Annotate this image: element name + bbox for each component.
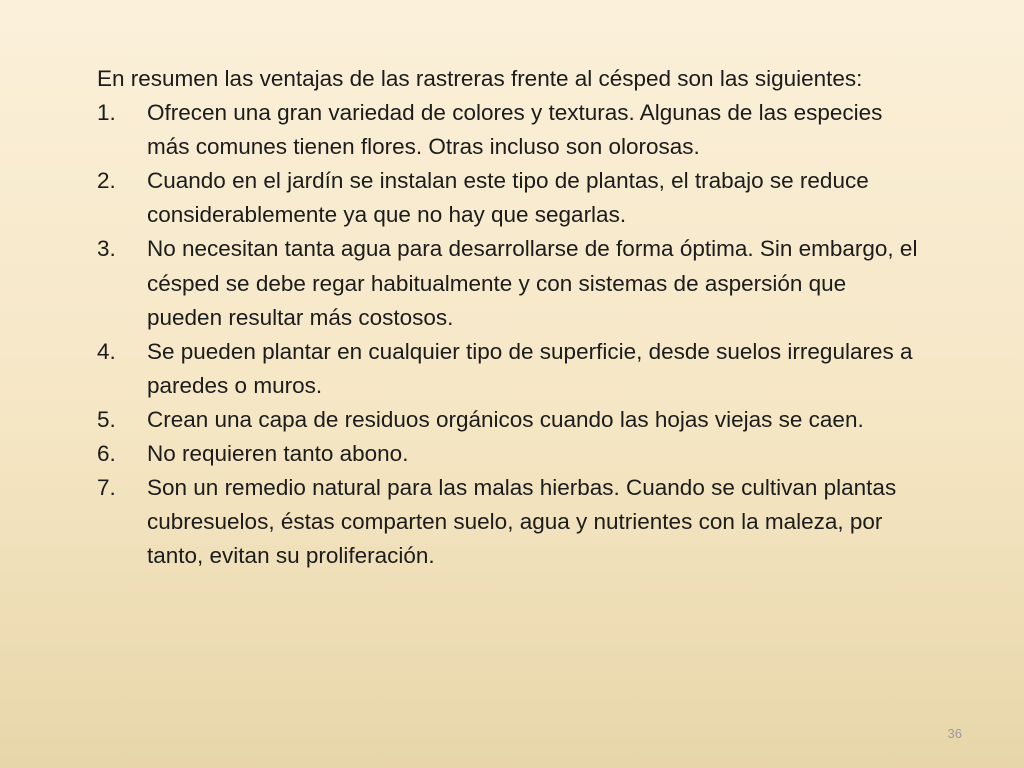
- list-item: [97, 471, 927, 573]
- list-item-number: 1.: [97, 100, 116, 126]
- list-item-text: Crean una capa de residuos orgánicos cuando las hojas viejas se caen.: [147, 406, 864, 432]
- list-item-number: 4.: [97, 338, 116, 364]
- list-item-number: 6.: [97, 441, 116, 467]
- list-item: [97, 403, 927, 437]
- page-number: 36: [947, 726, 962, 741]
- list-item-number: 3.: [97, 236, 116, 262]
- list-item-number: 2.: [97, 168, 116, 194]
- list-item: [97, 164, 927, 232]
- list-item: [97, 96, 927, 164]
- list-item-text: No necesitan tanta agua para desarrollarse de forma óptima. Sin embargo, el césped se debe regar habitualmente y con sistemas de aspersión que pueden resultar más costosos.: [147, 236, 918, 330]
- list-item-text: Se pueden plantar en cualquier tipo de superficie, desde suelos irregulares a paredes o muros.: [147, 338, 913, 398]
- slide-content: [97, 62, 927, 573]
- list-item-text: No requieren tanto abono.: [147, 441, 409, 467]
- list-item: [97, 335, 927, 403]
- intro-text: En resumen las ventajas de las rastreras frente al césped son las siguientes:: [97, 66, 863, 91]
- list-item: [97, 232, 927, 334]
- advantages-list: [97, 96, 927, 573]
- list-item-number: 7.: [97, 475, 116, 501]
- list-item-text: Ofrecen una gran variedad de colores y texturas. Algunas de las especies más comunes tienen flores. Otras incluso son olorosas.: [147, 100, 883, 160]
- list-item: [97, 437, 927, 471]
- list-item-number: 5.: [97, 406, 116, 432]
- list-item-text: Son un remedio natural para las malas hierbas. Cuando se cultivan plantas cubresuelos, éstas comparten suelo, agua y nutrientes con la maleza, por tanto, evitan su proliferación.: [147, 475, 897, 569]
- list-item-text: Cuando en el jardín se instalan este tipo de plantas, el trabajo se reduce considerablemente ya que no hay que segarlas.: [147, 168, 869, 228]
